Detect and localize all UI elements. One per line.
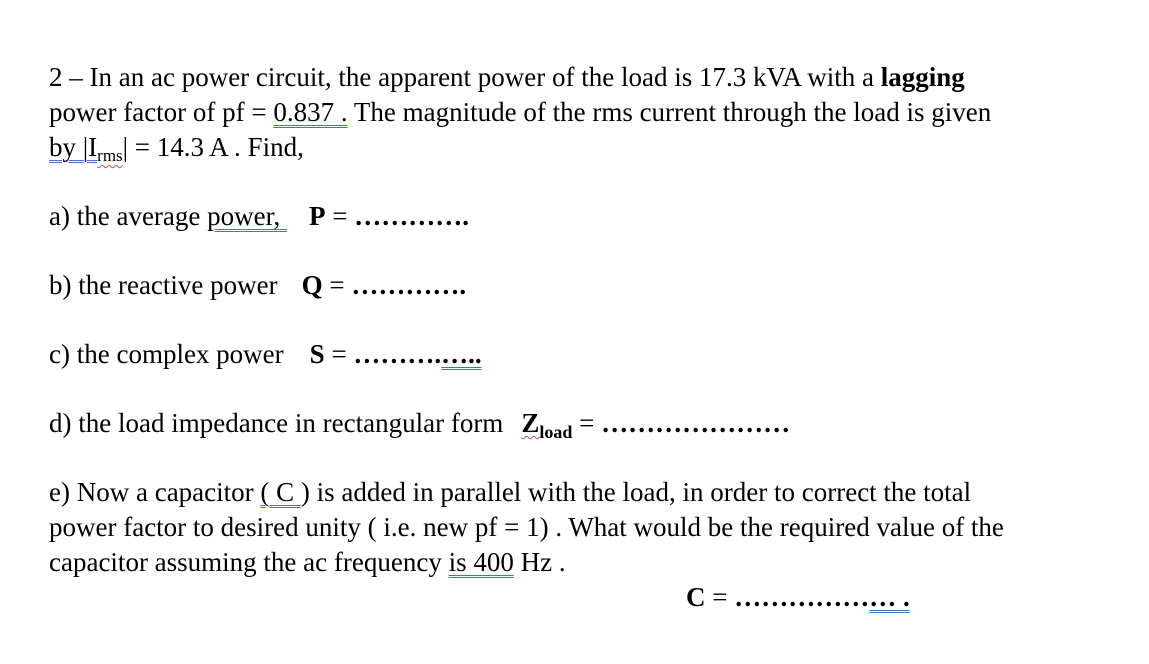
problem-line-2 (49, 95, 991, 129)
part-d-answer-blank: ………………… (601, 408, 791, 438)
by-text: by (49, 132, 83, 162)
part-a-equals: = (325, 201, 355, 231)
part-a-answer-blank: …………. (354, 201, 470, 231)
part-e-line-3 (49, 545, 566, 579)
frequency-value: is 400 (448, 547, 514, 577)
part-e-line-1-text: e) Now a capacitor (49, 477, 261, 507)
part-e-line-1-rest: ) is added in parallel with the load, in order to correct the total (300, 477, 972, 507)
part-a (49, 199, 469, 233)
current-symbol (82, 132, 123, 165)
part-c-answer-blank: ………. (353, 339, 442, 369)
part-e-line-1 (49, 475, 971, 509)
part-c-variable: S (309, 339, 325, 369)
rms-subscript: rms (97, 146, 123, 165)
part-b-answer-blank: …………. (351, 270, 467, 300)
part-e-line-2 (49, 510, 1004, 544)
problem-line-1-text: 2 – In an ac power circuit, the apparent power of the load is 17.3 kVA with a (49, 62, 881, 92)
part-c (49, 337, 482, 371)
part-b-label: b) the reactive power (49, 270, 278, 300)
part-d-label: d) the load impedance in rectangular form (49, 408, 504, 438)
current-value: | = 14.3 A . Find, (122, 132, 304, 162)
part-d-variable-Z: Z (521, 408, 540, 438)
lagging-text: lagging (880, 62, 965, 92)
capacitor-answer-variable: C (686, 582, 706, 612)
part-b (49, 268, 466, 302)
part-e-line-2-text: power factor to desired unity ( i.e. new pf = 1) . What would be the required value of the (49, 512, 1004, 542)
part-b-variable: Q (301, 270, 323, 300)
part-d-variable (521, 408, 573, 442)
capacitor-symbol: ( C (260, 477, 301, 507)
capacitor-answer-equals: = (705, 582, 735, 612)
part-a-variable: P (309, 201, 326, 231)
capacitor-answer (686, 580, 910, 614)
problem-line-2-text: power factor of pf = (49, 97, 274, 127)
part-c-answer-blank-underlined: ….. (441, 339, 482, 369)
capacitor-answer-blank-underlined: … . (869, 582, 910, 612)
part-e-line-3-rest: Hz . (513, 547, 566, 577)
part-d-load-subscript: load (539, 422, 573, 442)
part-b-equals: = (322, 270, 352, 300)
problem-line-2-rest: The magnitude of the rms current through the load is given (347, 97, 992, 127)
part-a-label-underlined: power, (207, 201, 288, 231)
part-d (49, 406, 790, 449)
part-d-equals: = (572, 408, 602, 438)
part-e-line-3-text: capacitor assuming the ac frequency (49, 547, 449, 577)
problem-line-1 (49, 60, 965, 94)
problem-line-3 (49, 130, 304, 173)
part-c-label: c) the complex power (49, 339, 284, 369)
current-symbol-I: |I (82, 132, 98, 162)
part-c-equals: = (324, 339, 354, 369)
power-factor-value: 0.837 . (273, 97, 348, 127)
capacitor-answer-blank: …………… (734, 582, 870, 612)
part-a-label: a) the average (49, 201, 208, 231)
